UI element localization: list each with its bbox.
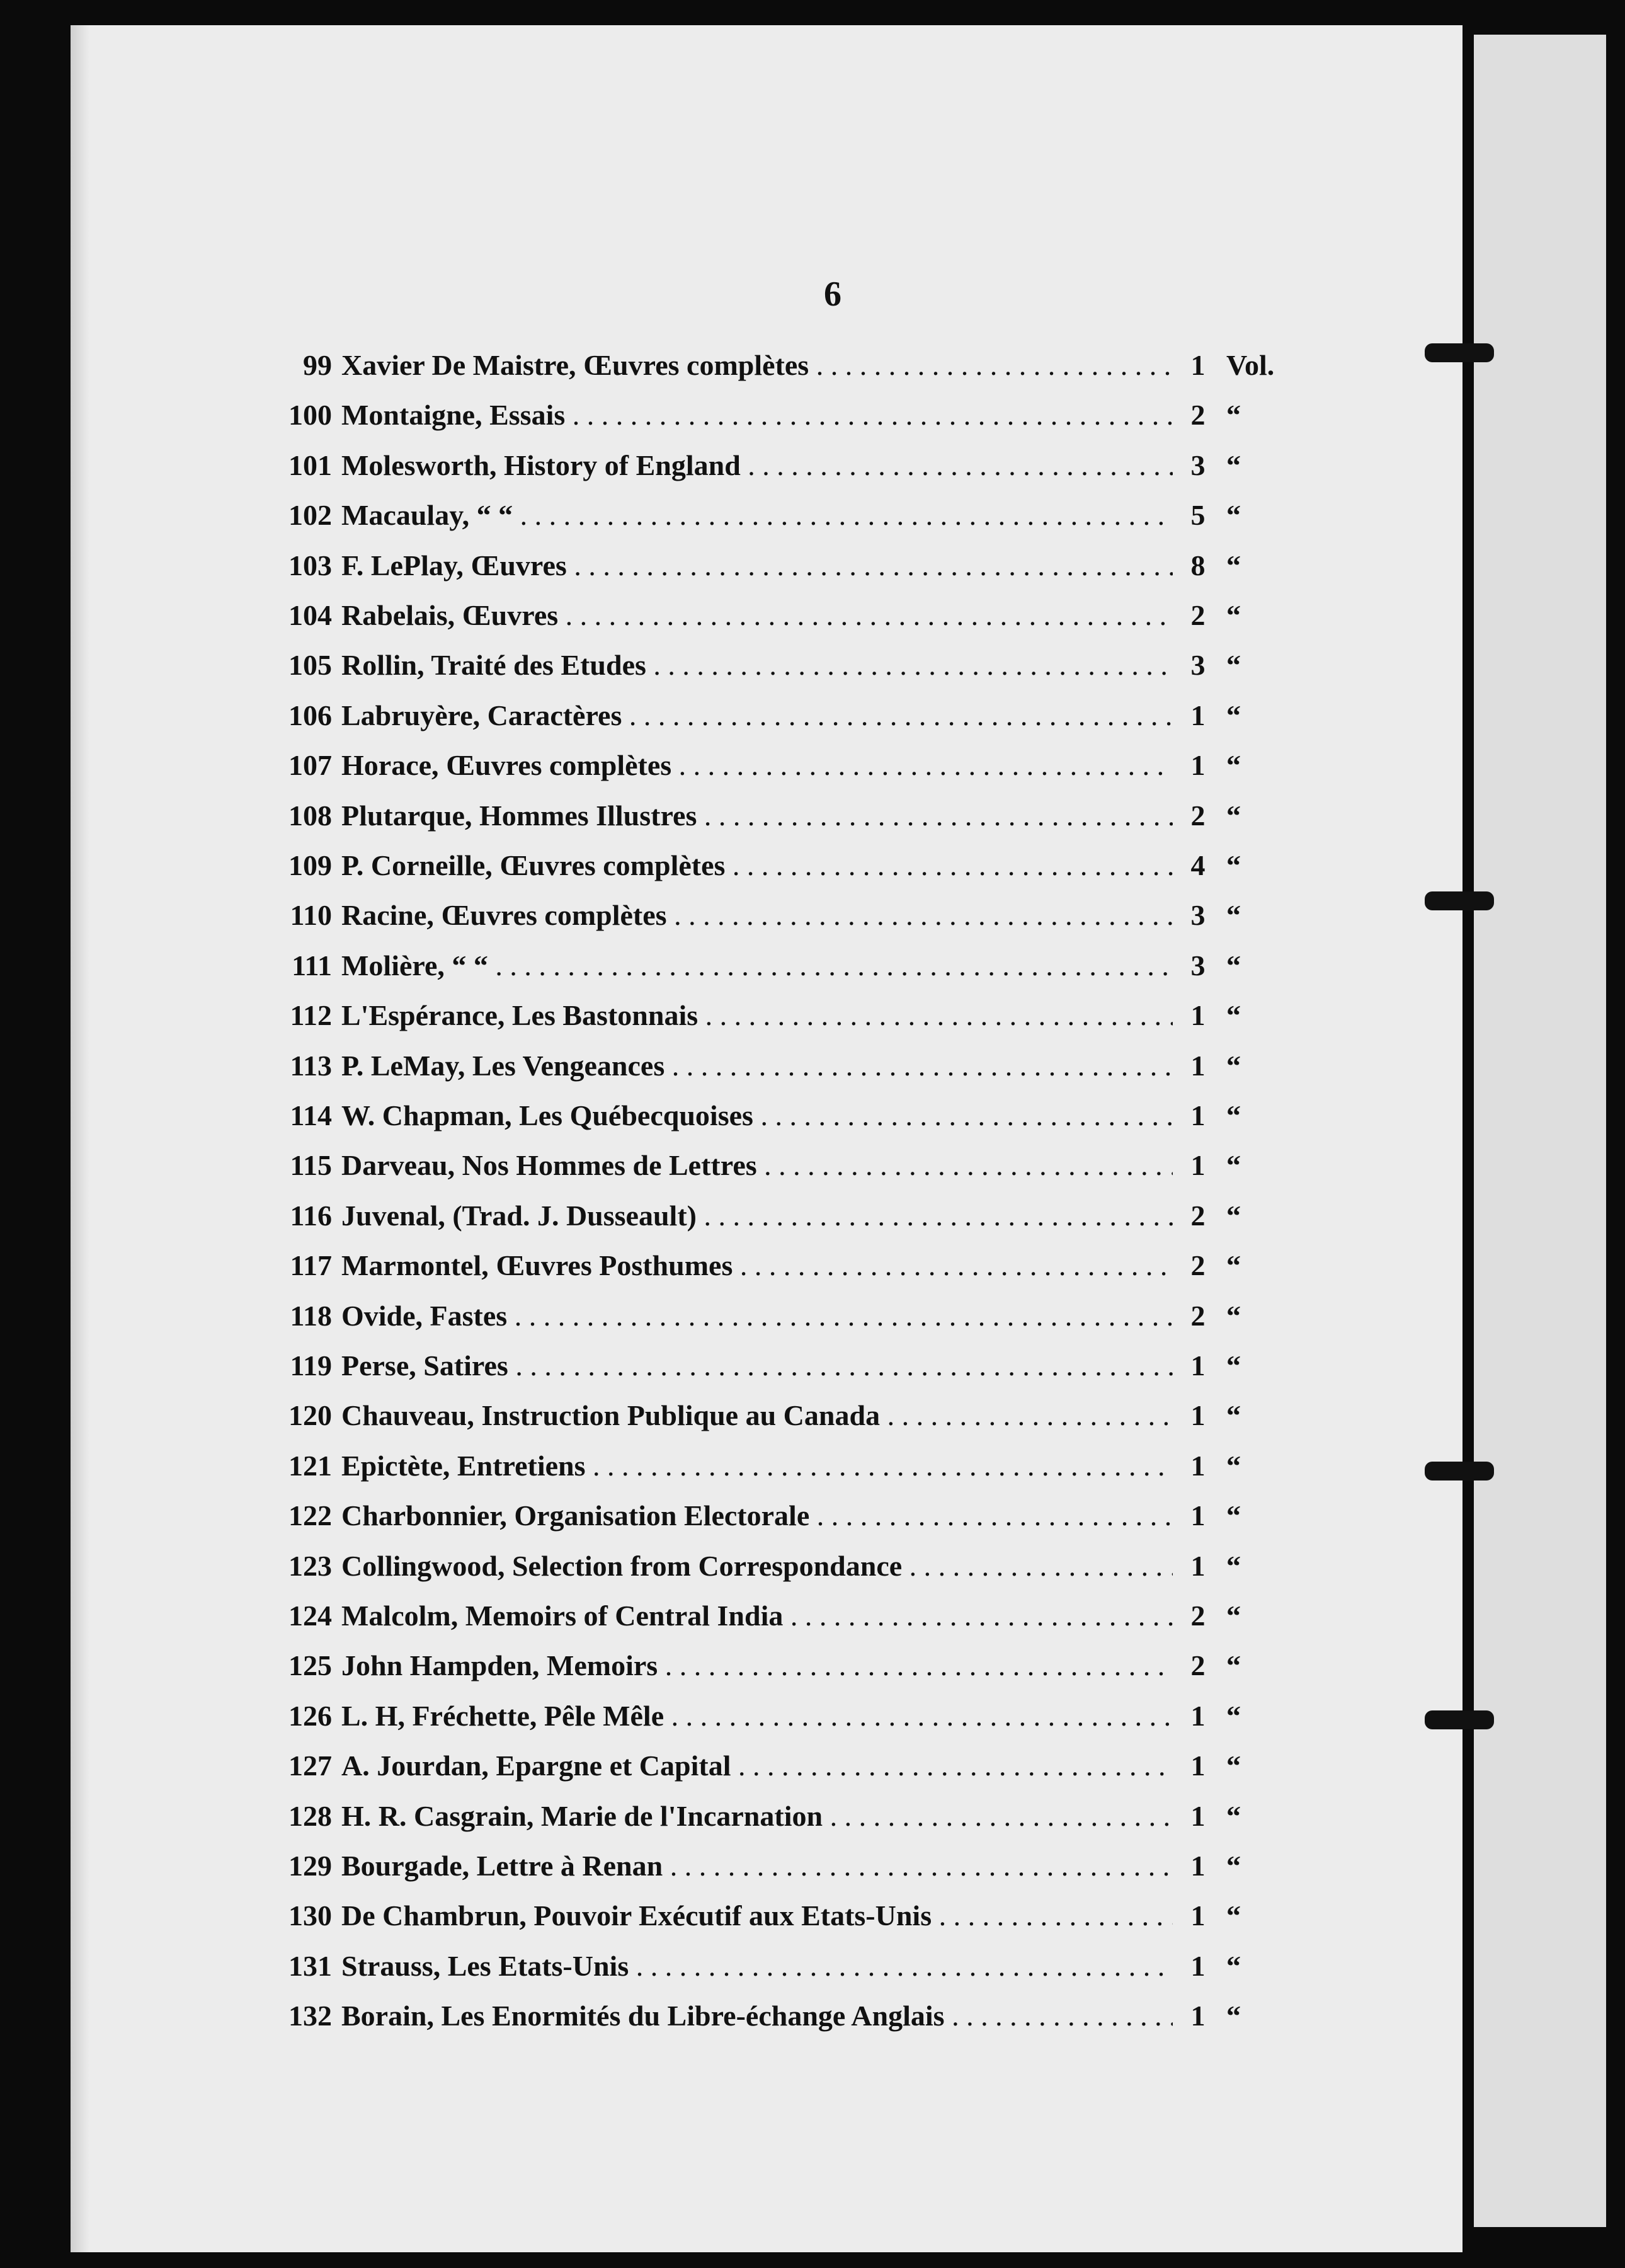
- entry-title: L. H, Fréchette, Pêle Mêle . . .: [341, 1697, 1173, 1735]
- entry-title: Macaulay, “ “ . . .: [341, 496, 1173, 534]
- volume-unit: “: [1226, 1099, 1241, 1131]
- entry-title: Racine, Œuvres complètes . . .: [341, 896, 1173, 934]
- list-item: [71, 1397, 1462, 1435]
- volume-count: 1: [1190, 1349, 1206, 1382]
- entry-title: Plutarque, Hommes Illustres . . .: [341, 797, 1173, 835]
- volume-unit: “: [1226, 599, 1241, 631]
- list-item: [71, 896, 1462, 934]
- list-item: [71, 1547, 1462, 1585]
- entry-title: Bourgade, Lettre à Renan . . .: [341, 1847, 1173, 1885]
- entry-title: Ovide, Fastes . . .: [341, 1297, 1173, 1335]
- entry-number: 116: [290, 1200, 332, 1232]
- volume-count: 1: [1190, 1050, 1206, 1082]
- entry-title: P. Corneille, Œuvres complètes . . .: [341, 847, 1173, 885]
- entry-number: 129: [288, 1850, 332, 1882]
- entry-title: John Hampden, Memoirs . . .: [341, 1647, 1173, 1685]
- entry-title: Malcolm, Memoirs of Central India . . .: [341, 1597, 1173, 1635]
- entry-title: Darveau, Nos Hommes de Lettres . . .: [341, 1147, 1173, 1184]
- entry-number: 121: [288, 1450, 332, 1482]
- entry-number: 124: [288, 1600, 332, 1632]
- volume-unit: “: [1226, 899, 1241, 931]
- volume-count: 1: [1190, 349, 1206, 381]
- volume-count: 1: [1190, 1700, 1206, 1732]
- document-page: [71, 25, 1462, 2252]
- list-item: [71, 997, 1462, 1034]
- volume-count: 1: [1190, 749, 1206, 781]
- entry-number: 99: [303, 349, 332, 381]
- volume-count: 1: [1190, 1450, 1206, 1482]
- entry-number: 127: [288, 1750, 332, 1782]
- volume-unit: “: [1226, 2000, 1241, 2032]
- entry-number: 111: [292, 949, 332, 982]
- entry-title: Epictète, Entretiens . . .: [341, 1447, 1173, 1485]
- volume-unit: “: [1226, 849, 1241, 881]
- list-item: [71, 747, 1462, 784]
- entry-number: 126: [288, 1700, 332, 1732]
- volume-count: 1: [1190, 1750, 1206, 1782]
- entry-title: W. Chapman, Les Québecquoises . . .: [341, 1097, 1173, 1135]
- volume-count: 1: [1190, 1899, 1206, 1932]
- volume-unit: “: [1226, 1399, 1241, 1431]
- volume-unit: “: [1226, 1750, 1241, 1782]
- entry-number: 100: [288, 399, 332, 431]
- list-item: [71, 1697, 1462, 1735]
- binding-stitch: [1425, 891, 1494, 910]
- volume-unit: “: [1226, 799, 1241, 832]
- volume-unit: “: [1226, 449, 1241, 481]
- list-item: [71, 1847, 1462, 1885]
- entry-number: 123: [288, 1550, 332, 1582]
- entry-title: Perse, Satires . . .: [341, 1347, 1173, 1385]
- list-item: [71, 1997, 1462, 2035]
- list-item: [71, 1597, 1462, 1635]
- volume-count: 2: [1190, 1300, 1206, 1332]
- entry-title: Xavier De Maistre, Œuvres complètes . . .: [341, 346, 1173, 384]
- volume-unit: “: [1226, 549, 1241, 581]
- volume-unit: “: [1226, 1300, 1241, 1332]
- volume-count: 1: [1190, 699, 1206, 731]
- volume-unit: “: [1226, 1249, 1241, 1281]
- volume-unit: “: [1226, 1499, 1241, 1532]
- volume-unit: “: [1226, 1349, 1241, 1382]
- volume-count: 3: [1190, 649, 1206, 681]
- entry-title: Marmontel, Œuvres Posthumes . . .: [341, 1247, 1173, 1285]
- volume-count: 2: [1190, 1600, 1206, 1632]
- entry-number: 107: [288, 749, 332, 781]
- entry-title: Rabelais, Œuvres . . .: [341, 597, 1173, 634]
- entry-title: Horace, Œuvres complètes . . .: [341, 747, 1173, 784]
- entry-title: L'Espérance, Les Bastonnais . . .: [341, 997, 1173, 1034]
- volume-count: 8: [1190, 549, 1206, 581]
- volume-count: 1: [1190, 999, 1206, 1031]
- entry-title: P. LeMay, Les Vengeances . . .: [341, 1047, 1173, 1085]
- volume-unit: “: [1226, 1149, 1241, 1181]
- volume-unit: “: [1226, 1450, 1241, 1482]
- entry-title: Rollin, Traité des Etudes . . .: [341, 646, 1173, 684]
- volume-count: 3: [1190, 449, 1206, 481]
- list-item: [71, 1047, 1462, 1085]
- volume-unit: “: [1226, 1899, 1241, 1932]
- volume-count: 2: [1190, 799, 1206, 832]
- entry-title: Labruyère, Caractères . . .: [341, 697, 1173, 735]
- volume-count: 1: [1190, 1850, 1206, 1882]
- entry-title: Strauss, Les Etats-Unis . . .: [341, 1947, 1173, 1985]
- list-item: [71, 447, 1462, 484]
- entry-number: 117: [290, 1249, 332, 1281]
- volume-count: 1: [1190, 1099, 1206, 1131]
- list-item: [71, 1297, 1462, 1335]
- volume-count: 3: [1190, 949, 1206, 982]
- entry-number: 114: [290, 1099, 332, 1131]
- entry-title: Collingwood, Selection from Correspondance . . .: [341, 1547, 1173, 1585]
- volume-count: 1: [1190, 1800, 1206, 1832]
- entry-number: 128: [288, 1800, 332, 1832]
- list-item: [71, 1097, 1462, 1135]
- entry-title: Borain, Les Enormités du Libre-échange Anglais . . .: [341, 1997, 1173, 2035]
- volume-count: 2: [1190, 1200, 1206, 1232]
- list-item: [71, 797, 1462, 835]
- volume-count: 1: [1190, 2000, 1206, 2032]
- list-item: [71, 646, 1462, 684]
- list-item: [71, 1647, 1462, 1685]
- volume-count: 1: [1190, 1399, 1206, 1431]
- list-item: [71, 396, 1462, 434]
- entry-title: Charbonnier, Organisation Electorale . . .: [341, 1497, 1173, 1535]
- list-item: [71, 597, 1462, 634]
- list-item: [71, 496, 1462, 534]
- volume-unit: “: [1226, 699, 1241, 731]
- entry-number: 109: [288, 849, 332, 881]
- entry-number: 106: [288, 699, 332, 731]
- volume-count: 1: [1190, 1950, 1206, 1982]
- volume-count: 2: [1190, 399, 1206, 431]
- entry-number: 110: [290, 899, 332, 931]
- entry-number: 131: [288, 1950, 332, 1982]
- volume-unit: “: [1226, 649, 1241, 681]
- entry-title: Juvenal, (Trad. J. Dusseault) . . .: [341, 1197, 1173, 1235]
- volume-count: 4: [1190, 849, 1206, 881]
- entry-number: 102: [288, 499, 332, 531]
- volume-unit: “: [1226, 1800, 1241, 1832]
- list-item: [71, 1147, 1462, 1184]
- binding-stitch: [1425, 343, 1494, 362]
- volume-unit: “: [1226, 1649, 1241, 1681]
- list-item: [71, 1197, 1462, 1235]
- list-item: [71, 1897, 1462, 1935]
- volume-unit: “: [1226, 999, 1241, 1031]
- volume-unit: “: [1226, 1700, 1241, 1732]
- entry-number: 125: [288, 1649, 332, 1681]
- entry-number: 130: [288, 1899, 332, 1932]
- volume-unit: “: [1226, 1550, 1241, 1582]
- volume-unit: “: [1226, 1950, 1241, 1982]
- entry-title: A. Jourdan, Epargne et Capital . . .: [341, 1747, 1173, 1785]
- entry-title: De Chambrun, Pouvoir Exécutif aux Etats-Unis . . .: [341, 1897, 1173, 1935]
- volume-count: 2: [1190, 1249, 1206, 1281]
- list-item: [71, 346, 1462, 384]
- volume-unit: “: [1226, 749, 1241, 781]
- list-item: [71, 1247, 1462, 1285]
- list-item: [71, 847, 1462, 885]
- volume-count: 1: [1190, 1149, 1206, 1181]
- list-item: [71, 1497, 1462, 1535]
- volume-unit: “: [1226, 1850, 1241, 1882]
- entry-title: Montaigne, Essais . . .: [341, 396, 1173, 434]
- list-item: [71, 1447, 1462, 1485]
- binding-stitch: [1425, 1710, 1494, 1729]
- entry-number: 103: [288, 549, 332, 581]
- volume-unit: “: [1226, 949, 1241, 982]
- entry-number: 108: [288, 799, 332, 832]
- list-item: [71, 1347, 1462, 1385]
- volume-unit: “: [1226, 399, 1241, 431]
- entry-number: 122: [288, 1499, 332, 1532]
- entry-number: 132: [288, 2000, 332, 2032]
- volume-unit: “: [1226, 499, 1241, 531]
- entry-title: F. LePlay, Œuvres . . .: [341, 547, 1173, 585]
- entry-number: 101: [288, 449, 332, 481]
- volume-unit: “: [1226, 1050, 1241, 1082]
- list-item: [71, 1797, 1462, 1835]
- list-item: [71, 947, 1462, 985]
- volume-unit: “: [1226, 1200, 1241, 1232]
- list-item: [71, 1947, 1462, 1985]
- volume-count: 5: [1190, 499, 1206, 531]
- entry-title: Molière, “ “ . . .: [341, 947, 1173, 985]
- volume-count: 2: [1190, 1649, 1206, 1681]
- entry-title: H. R. Casgrain, Marie de l'Incarnation . . .: [341, 1797, 1173, 1835]
- volume-count: 3: [1190, 899, 1206, 931]
- volume-unit: “: [1226, 1600, 1241, 1632]
- volume-count: 1: [1190, 1499, 1206, 1532]
- entry-number: 113: [290, 1050, 332, 1082]
- entry-number: 115: [290, 1149, 332, 1181]
- entry-title: Molesworth, History of England . . .: [341, 447, 1173, 484]
- entry-number: 118: [290, 1300, 332, 1332]
- entry-number: 119: [290, 1349, 332, 1382]
- volume-count: 2: [1190, 599, 1206, 631]
- volume-unit: Vol.: [1226, 349, 1275, 381]
- volume-count: 1: [1190, 1550, 1206, 1582]
- entry-number: 105: [288, 649, 332, 681]
- adjacent-page-edge: [1474, 35, 1606, 2227]
- entry-number: 112: [290, 999, 332, 1031]
- entry-number: 104: [288, 599, 332, 631]
- page-number: 6: [824, 275, 841, 314]
- list-item: [71, 697, 1462, 735]
- binding-spine: [1462, 0, 1474, 2268]
- list-item: [71, 547, 1462, 585]
- list-item: [71, 1747, 1462, 1785]
- entry-number: 120: [288, 1399, 332, 1431]
- binding-stitch: [1425, 1462, 1494, 1480]
- entry-title: Chauveau, Instruction Publique au Canada . . .: [341, 1397, 1173, 1435]
